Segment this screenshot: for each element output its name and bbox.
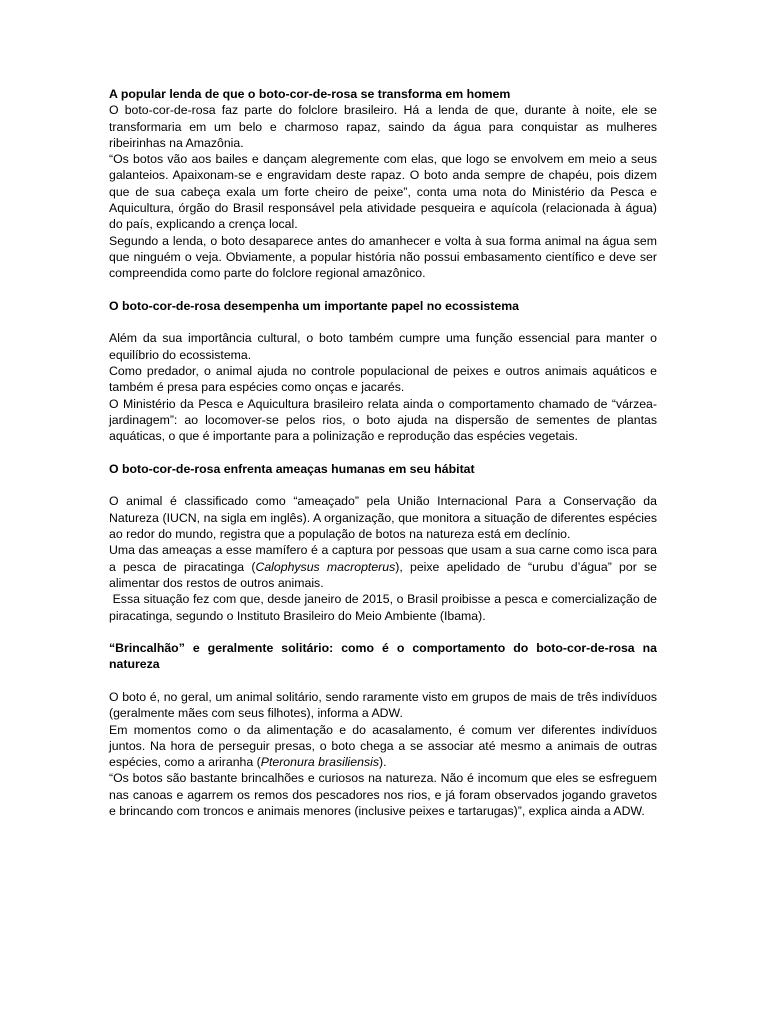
paragraph: Segundo a lenda, o boto desaparece antes do amanhecer e volta à sua forma animal na água sem que ninguém o veja. Obviamente, a popular história não possui embasamento científico e deve ser compreendida como parte do folclore regional amazônico.: [109, 233, 657, 281]
section-heading-legend: A popular lenda de que o boto-cor-de-rosa se transforma em homem: [109, 87, 511, 101]
paragraph: “Os botos são bastante brincalhões e curiosos na natureza. Não é incomum que eles se esfreguem nas canoas e agarrem os remos dos pescadores nos rios, e já foram observados jogando gravetos e brincando com troncos e animais menores (inclusive peixes e tartarugas)”, explica ainda a ADW.: [109, 771, 657, 819]
paragraph: Essa situação fez com que, desde janeiro de 2015, o Brasil proibisse a pesca e comercialização de piracatinga, segundo o Instituto Brasileiro do Meio Ambiente (Ibama).: [109, 592, 661, 623]
blank-line: [109, 314, 657, 330]
paragraph: Como predador, o animal ajuda no controle populacional de peixes e outros animais aquáticos e também é presa para espécies como onças e jacarés.: [109, 364, 657, 395]
paragraph: “Os botos vão aos bailes e dançam alegremente com elas, que logo se envolvem em meio a seus galanteios. Apaixonam-se e engravidam deste rapaz. O boto anda sempre de chapéu, pois dizem que de sua cabeça exala um forte cheiro de peixe”, conta uma nota do Ministério da Pesca e Aquicultura, órgão do Brasil responsável pela atividade pesqueira e aquícola (relacionada à água) do país, explicando a crença local.: [109, 152, 657, 232]
blank-line: [109, 624, 657, 640]
species-name: Calophysus macropterus: [255, 559, 396, 574]
paragraph: O Ministério da Pesca e Aquicultura brasileiro relata ainda o comportamento chamado de “várzea-jardinagem”: ao locomover-se pelos rios, o boto ajuda na dispersão de sementes de plantas aquáticas, o que é importante para a polinização e reprodução das espécies vegetais.: [109, 396, 657, 444]
paragraph: Além da sua importância cultural, o boto também cumpre uma função essencial para manter o equilíbrio do ecossistema.: [109, 331, 657, 362]
paragraph: O boto é, no geral, um animal solitário, sendo raramente visto em grupos de mais de três indivíduos (geralmente mães com seus filhotes), informa a ADW.: [109, 689, 657, 721]
blank-line: [109, 477, 657, 493]
paragraph: O boto-cor-de-rosa faz parte do folclore brasileiro. Há a lenda de que, durante à noite, ele se transformaria em um belo e charmoso rapaz, saindo da água para conquistar as mulheres ribeirinhas na Amazônia.: [109, 103, 657, 150]
blank-line: [109, 445, 657, 461]
species-name: Pteronura brasiliensis: [260, 755, 379, 770]
text-run: Em momentos como o da alimentação e do acasalamento, é comum ver diferentes indivíduos juntos. Na hora de perseguir presas, o boto chega a se associar até mesmo a animais de outras espécies, como a ariranha (: [109, 722, 657, 770]
section-heading-threats: O boto-cor-de-rosa enfrenta ameaças humanas em seu hábitat: [109, 461, 475, 476]
blank-line: [109, 282, 657, 298]
paragraph: [109, 542, 657, 591]
document-page: [109, 86, 661, 819]
paragraph: O animal é classificado como “ameaçado” pela União Internacional Para a Conservação da Natureza (IUCN, na sigla em inglês). A organização, que monitora a situação de diferentes espécies ao redor do mundo, registra que a população de botos na natureza está em declínio.: [109, 494, 657, 542]
section-heading-ecosystem: O boto-cor-de-rosa desempenha um importante papel no ecossistema: [109, 298, 519, 313]
text-run: ), peixe apelidado de “urubu d’água” por se alimentar dos restos de outros animais.: [109, 559, 657, 590]
text-run: Uma das ameaças a esse mamífero é a captura por pessoas que usam a sua carne como isca para a pesca de piracatinga (: [109, 543, 657, 574]
paragraph: [109, 722, 657, 771]
section-heading-behavior: “Brincalhão” e geralmente solitário: como é o comportamento do boto-cor-de-rosa na natureza: [109, 641, 657, 672]
blank-line: [109, 673, 657, 689]
text-run: ).: [379, 755, 387, 770]
